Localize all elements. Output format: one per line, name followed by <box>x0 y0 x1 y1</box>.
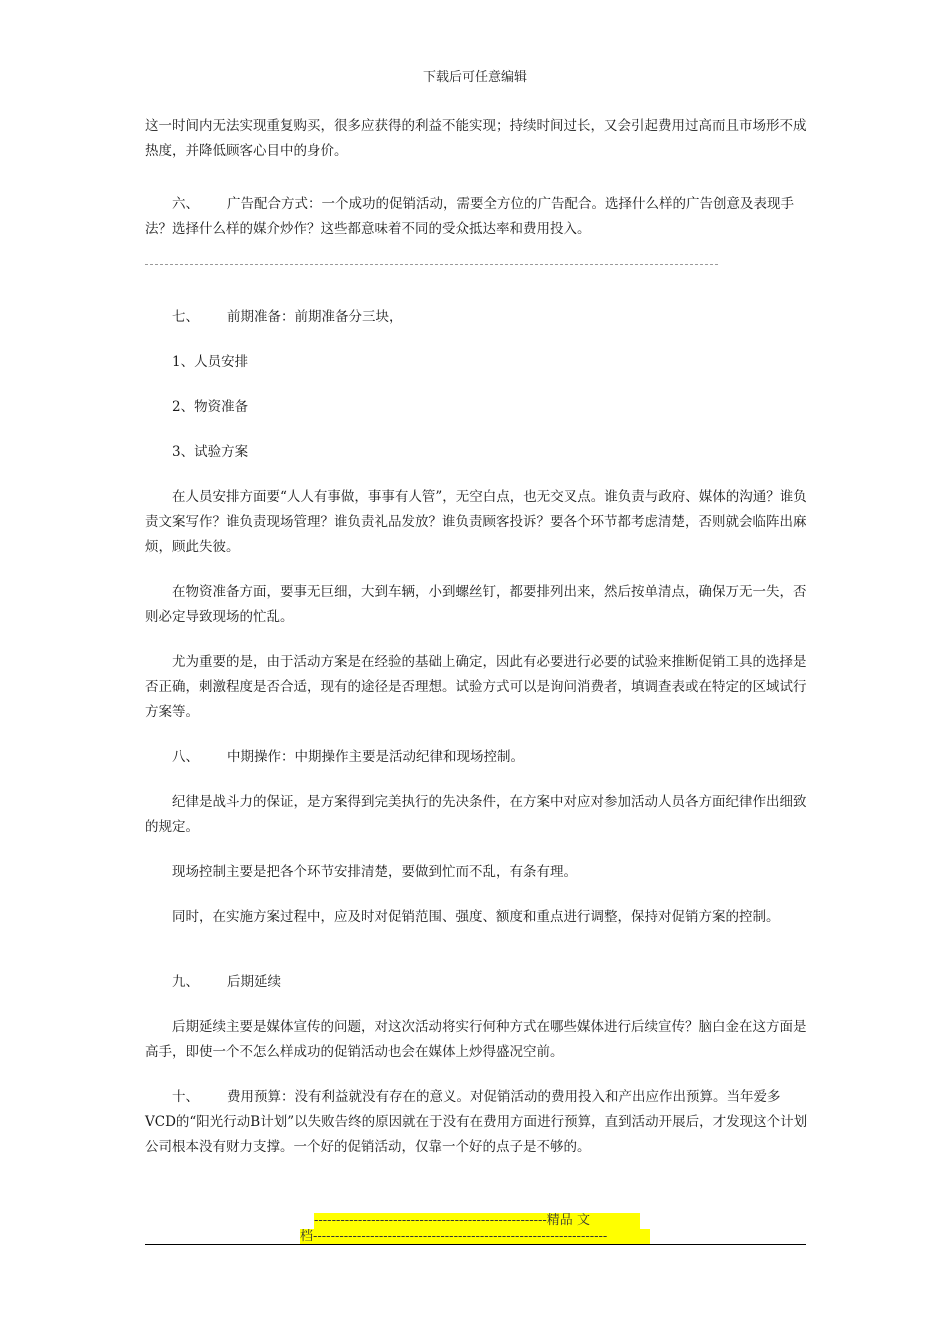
footer-line: 档------------------------------------------------------------------- <box>300 1229 650 1245</box>
list-item: 3、试验方案 <box>172 444 249 460</box>
paragraph: 在物资准备方面，要事无巨细，大到车辆，小到螺丝钉，都要排列出来，然后按单清点，确保万无一失，否则必定导致现场的忙乱。 <box>145 584 807 625</box>
paragraph: 尤为重要的是，由于活动方案是在经验的基础上确定，因此有必要进行必要的试验来推断促销工具的选择是否正确，刺激程度是否合适，现有的途径是否理想。试验方式可以是询问消费者，填调查表或在特定的区域试行方案等。 <box>145 654 807 720</box>
footer-watermark <box>300 1213 650 1245</box>
section-six <box>145 192 810 242</box>
paragraph: 现场控制主要是把各个环节安排清楚，要做到忙而不乱，有条有理。 <box>172 864 577 880</box>
section-text: 费用预算：没有利益就没有存在的意义。对促销活动的费用投入和产出应作出预算。当年爱多VCD的“阳光行动B计划”以失败告终的原因就在于没有在费用方面进行预算，直到活动开展后，才发现这个计划公司根本没有财力支撑。一个好的促销活动，仅靠一个好的点子是不够的。 <box>145 1089 808 1155</box>
paragraph: 后期延续主要是媒体宣传的问题，对这次活动将实行何种方式在哪些媒体进行后续宣传？脑白金在这方面是高手，即使一个不怎么样成功的促销活动也会在媒体上炒得盛况空前。 <box>145 1019 807 1060</box>
section-nine <box>145 970 810 995</box>
section-number: 十、 <box>172 1089 199 1105</box>
footer-rule <box>145 1244 806 1245</box>
section-eight <box>145 745 810 770</box>
list-item: 2、物资准备 <box>172 399 249 415</box>
paragraph: 同时，在实施方案过程中，应及时对促销范围、强度、额度和重点进行调整，保持对促销方案的控制。 <box>172 909 780 925</box>
section-ten <box>145 1085 810 1160</box>
section-number: 七、 <box>172 309 199 325</box>
section-number: 八、 <box>172 749 199 765</box>
dashed-divider <box>145 264 718 265</box>
section-text: 中期操作：中期操作主要是活动纪律和现场控制。 <box>227 749 524 765</box>
section-seven <box>145 305 810 330</box>
page-header: 下载后可任意编辑 <box>422 70 527 85</box>
section-text: 后期延续 <box>227 974 281 990</box>
section-text: 前期准备：前期准备分三块， <box>227 309 403 325</box>
list-item: 1、人员安排 <box>172 354 249 370</box>
paragraph: 纪律是战斗力的保证，是方案得到完美执行的先决条件，在方案中对应对参加活动人员各方面纪律作出细致的规定。 <box>145 794 807 835</box>
section-number: 六、 <box>172 196 199 212</box>
paragraph: 在人员安排方面要“人人有事做，事事有人管”，无空白点，也无交叉点。谁负责与政府、媒体的沟通？谁负责文案写作？谁负责现场管理？谁负责礼品发放？谁负责顾客投诉？要各个环节都考虑清楚，否则就会临阵出麻烦，顾此失彼。 <box>145 489 807 555</box>
section-number: 九、 <box>172 974 199 990</box>
section-text: 广告配合方式：一个成功的促销活动，需要全方位的广告配合。选择什么样的广告创意及表现手法？选择什么样的媒介炒作？这些都意味着不同的受众抵达率和费用投入。 <box>145 196 794 237</box>
footer-line: -----------------------------------------------------精品 文 <box>314 1213 640 1229</box>
document-body <box>145 114 810 1160</box>
paragraph: 这一时间内无法实现重复购买，很多应获得的利益不能实现；持续时间过长，又会引起费用过高而且市场形不成热度，并降低顾客心目中的身价。 <box>145 118 807 159</box>
